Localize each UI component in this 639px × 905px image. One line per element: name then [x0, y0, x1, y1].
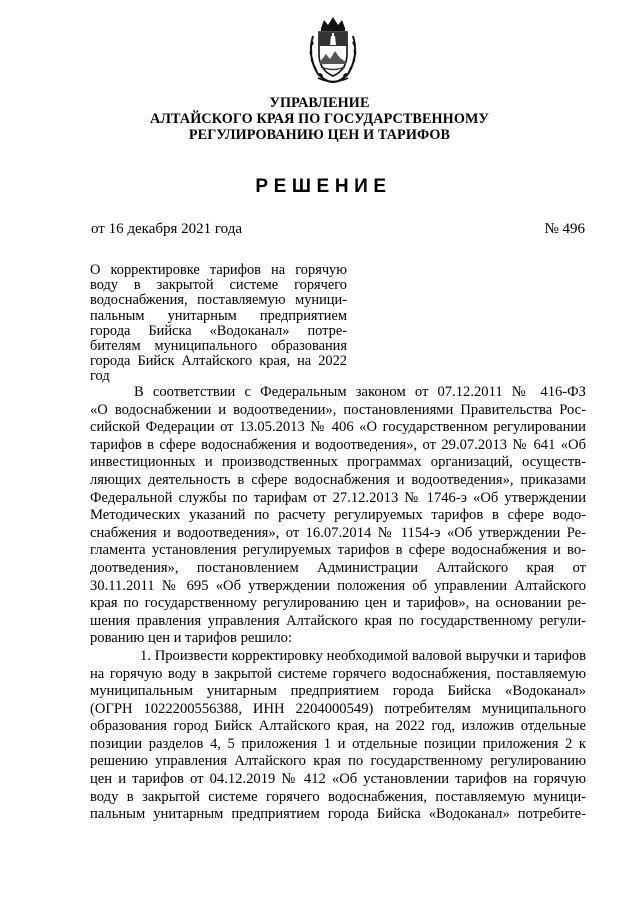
body-line: снабжения и водоотведения», от 16.07.2014 № 1154-э «Об утверждении Ре-: [90, 524, 586, 541]
issuing-authority: [0, 95, 639, 143]
body-line: В соответствии с Федеральным законом от 07.12.2011 № 416-ФЗ: [134, 384, 586, 400]
body-line: 30.11.2011 № 695 «Об утверждении положения об управлении Алтайского: [90, 577, 586, 594]
body-line: решению управления Алтайского края по государственному регулированию: [90, 753, 586, 770]
body-line: 1. Произвести корректировку необходимой валовой выручки и тарифов: [140, 647, 586, 664]
body-line: «О водоснабжении и водоотведении», постановлениями Правительства Рос-: [90, 401, 586, 418]
document-subject: [90, 263, 347, 385]
body-line: Методических указаний по расчету регулируемых тарифов в сфере водо-: [90, 507, 586, 524]
body-line: цен и тарифов от 04.12.2019 № 412 «Об установлении тарифов на горячую: [90, 771, 586, 788]
org-line: РЕГУЛИРОВАНИЮ ЦЕН И ТАРИФОВ: [188, 127, 451, 143]
body-line: шения правления управления Алтайского края по государственному регули-: [90, 612, 586, 629]
document-date: от 16 декабря 2021 года: [91, 221, 243, 237]
org-line: УПРАВЛЕНИЕ: [269, 95, 370, 111]
subject-line: водоснабжения, поставляемую муници-: [90, 292, 347, 309]
body-line: муниципальным унитарным предприятием города Бийска «Водоканал»: [90, 683, 586, 700]
body-line: воду в закрытой системе горячего водоснабжения, поставляемую муници-: [90, 788, 586, 805]
subject-line: пальным унитарным предприятием: [90, 307, 347, 324]
subject-line: города Бийска «Водоканал» потре-: [90, 322, 347, 339]
body-line: гламента установления регулируемых тарифов в сфере водоснабжения и во-: [90, 542, 586, 559]
body-line: пальным унитарным предприятием города Бийска «Водоканал» потребите-: [90, 806, 586, 823]
subject-line: города Бийск Алтайского края, на 2022: [90, 353, 347, 370]
body-line: сийской Федерации от 13.05.2013 № 406 «О государственном регулировании: [90, 419, 586, 436]
document-body: [90, 384, 586, 824]
body-line: Федеральной службы по тарифам от 27.12.2013 № 1746-э «Об утверждении: [90, 489, 586, 506]
body-line: края по государственному регулированию цен и тарифов», на основании ре-: [90, 595, 586, 612]
org-line: АЛТАЙСКОГО КРАЯ ПО ГОСУДАРСТВЕННОМУ: [150, 111, 489, 127]
body-line: ляющих деятельность в сфере водоснабжения и водоотведения», приказами: [90, 471, 586, 488]
body-line: инвестиционных и производственных программах организаций, осуществ-: [90, 454, 586, 471]
body-line: на горячую воду в закрытой системе горячего водоснабжения, поставляемую: [90, 665, 586, 682]
subject-line: бителям муниципального образования: [90, 338, 347, 355]
subject-line: О корректировке тарифов на горячую: [90, 262, 347, 278]
body-line: позиции разделов 4, 5 приложения 1 и отдельные позиции приложения 2 к: [90, 735, 586, 752]
document-type-title: РЕШЕНИЕ: [255, 176, 392, 197]
coat-of-arms-emblem: [304, 14, 362, 86]
body-line: тарифов в сфере водоснабжения и водоотведения», от 29.07.2013 № 641 «Об: [90, 436, 586, 453]
subject-line: год: [90, 368, 110, 385]
body-line: образования город Бийск Алтайского края, на 2022 год, изложив отдельные: [90, 718, 586, 735]
body-line: рованию цен и тарифов решило:: [90, 630, 293, 647]
body-line: (ОГРН 1022200556388, ИНН 2204000549) потребителям муниципального: [90, 700, 586, 717]
document-number: № 496: [544, 221, 585, 237]
body-line: доотведения», постановлением Администрации Алтайского края от: [90, 559, 586, 576]
subject-line: воду в закрытой системе горячего: [90, 277, 347, 294]
